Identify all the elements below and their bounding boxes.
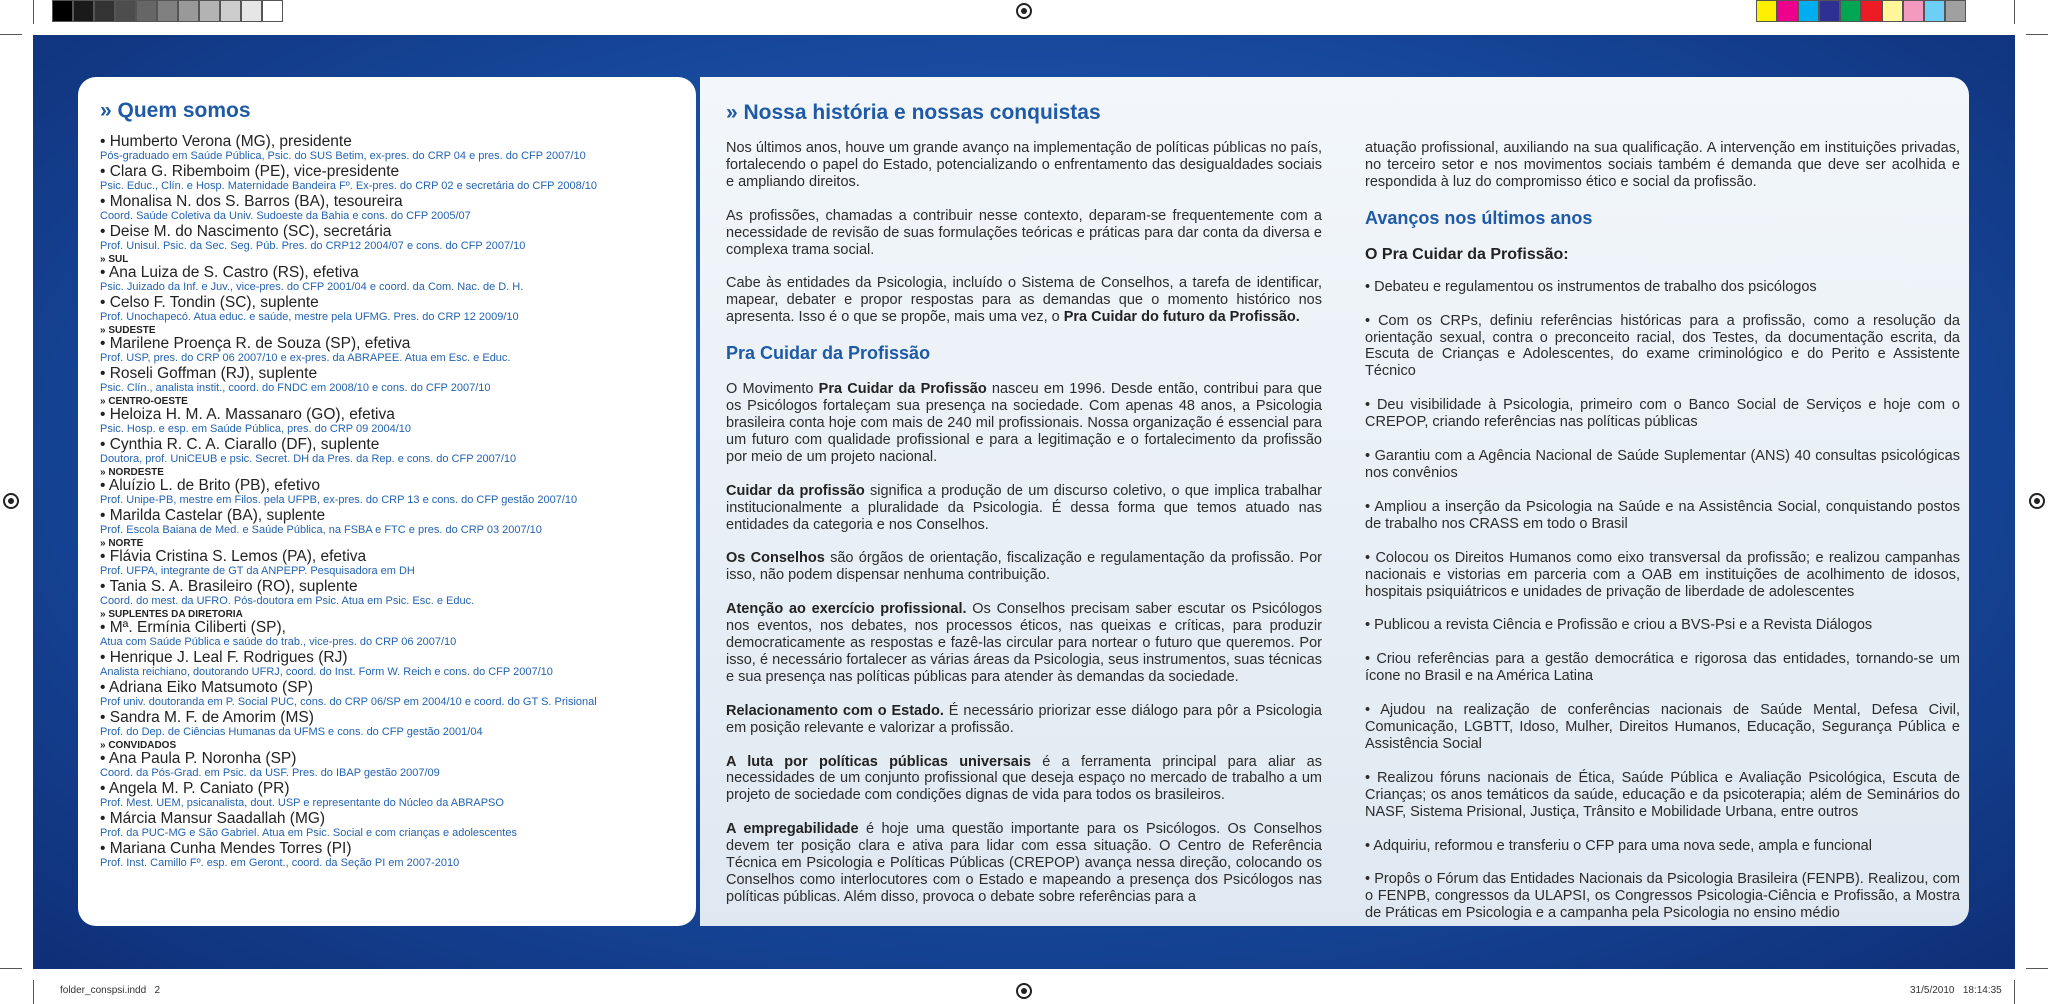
registration-mark-icon — [3, 493, 19, 509]
member-entry — [100, 680, 676, 710]
region-group-label: » CONVIDADOS — [100, 740, 177, 751]
body-paragraph — [726, 208, 1322, 259]
crop-mark — [2026, 968, 2048, 969]
member-name: • Henrique J. Leal F. Rodrigues (RJ) — [100, 649, 348, 666]
member-description: Doutora, prof. UniCEUB e psic. Secret. DH da Pres. da Rep. e cons. do CFP 2007/10 — [100, 453, 517, 465]
member-entry — [100, 194, 676, 224]
body-paragraph — [1365, 550, 1960, 601]
member-description: Prof. Mest. UEM, psicanalista, dout. USP e representante do Núcleo da ABRAPSO — [100, 797, 504, 809]
member-name: • Cynthia R. C. A. Ciarallo (DF), suplente — [100, 436, 380, 453]
member-description: Psic. Hosp. e esp. em Saúde Pública, pres. do CRP 09 2004/10 — [100, 423, 412, 435]
paragraph-text: • Ajudou na realização de conferências nacionais de Saúde Mental, Defesa Civil, Comunicação, LGBTT, Idoso, Mulher, Direitos Humanos, Educação, Segurança Pública e Assistência Social — [1365, 702, 1960, 752]
member-name: • Clara G. Ribemboim (PE), vice-presidente — [100, 163, 400, 180]
historia-title: » Nossa história e nossas conquistas — [726, 101, 1101, 124]
crop-mark — [2014, 980, 2015, 1004]
paragraph-text: nasceu em 1996. Desde então, contribui para que os Psicólogos fortaleçam sua presença na sociedade. Com apenas 48 anos, a Psicologia brasileira conta hoje com mais de 240 mil profissionais. Nossa organização é essencial para um futuro com qualidade profissional e para a legitimação e o fortalecimento da profissão por meio de um projeto nacional. — [726, 381, 1323, 465]
color-swatch — [94, 0, 115, 22]
quem-somos-panel — [78, 77, 696, 926]
paragraph-text: É necessário priorizar esse diálogo para pôr a Psicologia em posição relevante e valorizar a profissão. — [726, 702, 1322, 736]
member-description: Prof. Unipe-PB, mestre em Filos. pela UFPB, ex-pres. do CRP 13 e cons. do CFP gestão 2007/10 — [100, 494, 578, 506]
member-description: Atua com Saúde Pública e saúde do trab., vice-pres. do CRP 06 2007/10 — [100, 636, 457, 648]
region-group-label: » CENTRO-OESTE — [100, 396, 188, 407]
member-name: • Adriana Eiko Matsumoto (SP) — [100, 679, 314, 696]
member-description: Analista reichiano, doutorando UFRJ, coord. do Inst. Form W. Reich e cons. do CFP 2007/10 — [100, 666, 553, 678]
member-entry — [100, 407, 676, 437]
crop-mark — [2014, 0, 2015, 24]
member-description: Prof univ. doutoranda em P. Social PUC, cons. do CRP 06/SP em 2004/10 e coord. do GT S. Prisional — [100, 696, 597, 708]
paragraph-emphasis: Relacionamento com o Estado. — [726, 702, 944, 719]
historia-column-2 — [1365, 140, 1960, 939]
paragraph-text: • Deu visibilidade à Psicologia, primeiro com o Banco Social de Serviços e hoje com o CREPOP, criando referências nas políticas públicas — [1365, 397, 1960, 431]
color-swatch — [1840, 0, 1861, 22]
body-paragraph — [726, 381, 1322, 466]
body-paragraph — [726, 550, 1322, 584]
member-entry — [100, 579, 676, 609]
paragraph-text: • Propôs o Fórum das Entidades Nacionais da Psicologia Brasileira (FENPB). Realizou, com o FENPB, congressos da ULAPSI, os Congressos Psicologia-Ciência e Profissão, a Mostra de Práticas em Psicologia e a campanha pela Psicologia no ensino médio — [1365, 871, 1960, 922]
section-heading: Avanços nos últimos anos — [1365, 207, 1593, 228]
member-entry — [100, 265, 676, 295]
paragraph-text: • Debateu e regulamentou os instrumentos de trabalho dos psicólogos — [1365, 278, 1817, 295]
body-paragraph — [1365, 140, 1960, 191]
registration-mark-icon — [1016, 3, 1032, 19]
paragraph-text: é hoje uma questão importante para os Psicólogos. Os Conselhos devem ter posição clara e ativa para lidar com essa situação. O Centro de Referência Técnica em Psicologia e Políticas Públicas (CREPOP) avança nessa direção, colocando os Conselhos como interlocutores com o Estado e mapeando a presença dos Psicólogos nas políticas públicas. Além disso, provoca o debate sobre referências para a — [726, 821, 1322, 905]
crop-mark — [2026, 34, 2048, 35]
member-entry — [100, 224, 676, 254]
member-entry — [100, 437, 676, 467]
member-entry — [100, 549, 676, 579]
paragraph-text: Os Conselhos precisam saber escutar os Psicólogos nos eventos, nos debates, nos processos éticos, nas queixas e críticas, para produzir democraticamente as respostas e fazê-las circular para nortear o futuro que queremos. Por isso, é necessário fortalecer as várias áreas da Psicologia, seus instrumentos, suas técnicas e sua presença nas políticas públicas para atender às demandas da sociedade. — [726, 601, 1322, 685]
body-paragraph — [1365, 838, 1960, 855]
color-swatch — [1777, 0, 1798, 22]
paragraph-text: • Colocou os Direitos Humanos como eixo transversal da profissão; e realizou campanhas nacionais e vistorias em parceria com a OAB em instituições de acolhimento de idosos, hospitais psiquiátricos e unidades de privação de liberdade de adolescentes — [1365, 549, 1960, 600]
member-description: Prof. Inst. Camillo Fº. esp. em Geront., coord. da Seção PI em 2007-2010 — [100, 857, 460, 869]
paragraph-text: • Garantiu com a Agência Nacional de Saúde Suplementar (ANS) 40 consultas psicológicas nos convênios — [1365, 448, 1960, 481]
body-paragraph — [726, 821, 1322, 906]
paragraph-emphasis: Os Conselhos — [726, 550, 825, 567]
member-entry — [100, 841, 676, 871]
color-swatch — [1903, 0, 1924, 22]
member-entry — [100, 650, 676, 680]
member-name: • Flávia Cristina S. Lemos (PA), efetiva — [100, 548, 367, 565]
footer-timestamp: 31/5/2010 18:14:35 — [1910, 985, 2002, 996]
paragraph-emphasis: A luta por políticas públicas universais — [726, 753, 1031, 770]
member-name: • Deise M. do Nascimento (SC), secretária — [100, 223, 392, 240]
color-swatch — [1756, 0, 1777, 22]
member-description: Psic. Clín., analista instit., coord. do FNDC em 2008/10 e cons. do CFP 2007/10 — [100, 382, 491, 394]
paragraph-text: são órgãos de orientação, fiscalização e regulamentação da profissão. Por isso, não podem dispensar nenhuma contribuição. — [726, 550, 1322, 584]
member-name: • Marilene Proença R. de Souza (SP), efetiva — [100, 335, 411, 352]
member-name: • Celso F. Tondin (SC), suplente — [100, 294, 319, 311]
member-name: • Humberto Verona (MG), presidente — [100, 133, 352, 150]
body-paragraph — [1365, 871, 1960, 922]
member-entry — [100, 336, 676, 366]
color-swatch — [241, 0, 262, 22]
paragraph-text: Cabe às entidades da Psicologia, incluído o Sistema de Conselhos, a tarefa de identificar, mapear, debater e propor respostas para as demandas que o momento histórico nos apresenta. Isso é o que se propõe, mais uma vez, o — [726, 275, 1322, 326]
region-group-label: » SUPLENTES DA DIRETORIA — [100, 609, 243, 620]
body-paragraph — [726, 754, 1322, 805]
grayscale-color-bar — [52, 0, 283, 24]
body-paragraph — [1365, 397, 1960, 431]
member-entry — [100, 710, 676, 740]
member-name: • Angela M. P. Caniato (PR) — [100, 780, 290, 797]
member-description: Coord. da Pós-Grad. em Psic. da USF. Pres. do IBAP gestão 2007/09 — [100, 767, 440, 779]
member-name: • Mª. Ermínia Ciliberti (SP), — [100, 619, 286, 636]
member-name: • Mariana Cunha Mendes Torres (PI) — [100, 840, 352, 857]
member-name: • Roseli Goffman (RJ), suplente — [100, 365, 318, 382]
body-paragraph — [726, 483, 1322, 534]
member-description: Prof. do Dep. de Ciências Humanas da UFMS e cons. do CFP gestão 2001/04 — [100, 726, 483, 738]
historia-column-1 — [726, 140, 1322, 923]
member-name: • Tania S. A. Brasileiro (RO), suplente — [100, 578, 358, 595]
member-description: Psic. Juizado da Inf. e Juv., vice-pres. do CFP 2001/04 e coord. da Com. Nac. de D. H. — [100, 281, 524, 293]
member-entry — [100, 295, 676, 325]
member-description: Coord. Saúde Coletiva da Univ. Sudoeste da Bahia e cons. do CFP 2005/07 — [100, 210, 471, 222]
member-name: • Heloiza H. M. A. Massanaro (GO), efetiva — [100, 406, 395, 423]
color-swatch — [178, 0, 199, 22]
body-paragraph — [726, 703, 1322, 737]
paragraph-text: • Adquiriu, reformou e transferiu o CFP para uma nova sede, ampla e funcional — [1365, 837, 1872, 854]
color-swatch — [1798, 0, 1819, 22]
member-name: • Márcia Mansur Saadallah (MG) — [100, 810, 326, 827]
body-paragraph — [1365, 651, 1960, 685]
quem-somos-title: » Quem somos — [100, 99, 251, 122]
color-swatch — [1882, 0, 1903, 22]
member-description: Prof. USP, pres. do CRP 06 2007/10 e ex-pres. da ABRAPEE. Atua em Esc. e Educ. — [100, 352, 511, 364]
member-entry — [100, 508, 676, 538]
body-paragraph — [1365, 279, 1960, 296]
color-swatch — [157, 0, 178, 22]
body-paragraph — [726, 140, 1322, 191]
color-swatch — [1819, 0, 1840, 22]
body-paragraph — [1365, 313, 1960, 381]
paragraph-text: O Movimento — [726, 381, 819, 398]
color-swatch — [136, 0, 157, 22]
region-group-label: » SUDESTE — [100, 325, 156, 336]
member-description: Prof. Escola Baiana de Med. e Saúde Pública, na FSBA e FTC e pres. do CRP 03 2007/10 — [100, 524, 542, 536]
member-name: • Sandra M. F. de Amorim (MS) — [100, 709, 314, 726]
member-entry — [100, 811, 676, 841]
paragraph-text: é a ferramenta principal para aliar as necessidades de um conjunto profissional que deseja espaço no mercado de trabalho a um projeto de sociedade com condições dignas de vida para todos os brasileiros. — [726, 753, 1322, 804]
member-name: • Aluízio L. de Brito (PB), efetivo — [100, 477, 320, 494]
body-paragraph — [1365, 499, 1960, 533]
member-description: Coord. do mest. da UFRO. Pós-doutora em Psic. Atua em Psic. Esc. e Educ. — [100, 595, 475, 607]
paragraph-text: atuação profissional, auxiliando na sua qualificação. A intervenção em instituições privadas, no terceiro setor e nos movimentos sociais também é demanda que deve ser acolhida e respondida à luz do compromisso ético e social da profissão. — [1365, 140, 1960, 190]
body-paragraph — [1365, 770, 1960, 821]
paragraph-text: • Criou referências para a gestão democrática e rigorosa das entidades, tornando-se um ícone no Brasil e na América Latina — [1365, 651, 1960, 685]
region-group-label: » SUL — [100, 254, 129, 265]
member-description: Pós-graduado em Saúde Pública, Psic. do SUS Betim, ex-pres. do CRP 04 e pres. do CFP 2007/10 — [100, 150, 586, 162]
member-name: • Ana Luiza de S. Castro (RS), efetiva — [100, 264, 359, 281]
member-name: • Monalisa N. dos S. Barros (BA), tesoureira — [100, 193, 403, 210]
body-paragraph — [1365, 448, 1960, 482]
color-swatch — [199, 0, 220, 22]
section-heading: Pra Cuidar da Profissão — [726, 343, 931, 364]
member-entry — [100, 164, 676, 194]
member-description: Prof. Unisul. Psic. da Sec. Seg. Púb. Pres. do CRP12 2004/07 e cons. do CFP 2007/10 — [100, 240, 526, 252]
paragraph-text: • Ampliou a inserção da Psicologia na Saúde e na Assistência Social, conquistando postos de trabalho nos CRASS em todo o Brasil — [1365, 498, 1960, 532]
paragraph-emphasis: Cuidar da profissão — [726, 482, 865, 499]
region-group-label: » NORDESTE — [100, 467, 164, 478]
crop-mark — [0, 968, 22, 969]
paragraph-text: significa a produção de um discurso coletivo, o que implica trabalhar institucionalmente a pluralidade da Psicologia. É dessa forma que temos atuado nas entidades da categoria e nos Conselhos. — [726, 482, 1322, 533]
member-entry — [100, 478, 676, 508]
region-group-label: » NORTE — [100, 538, 144, 549]
color-swatch — [1861, 0, 1882, 22]
member-name: • Ana Paula P. Noronha (SP) — [100, 750, 297, 767]
body-paragraph — [726, 601, 1322, 686]
paragraph-emphasis: Pra Cuidar da Profissão — [818, 381, 987, 398]
crop-mark — [33, 0, 34, 24]
footer-filename: folder_conspsi.indd 2 — [60, 985, 161, 996]
member-entry — [100, 134, 676, 164]
color-swatch — [52, 0, 73, 22]
member-entry — [100, 751, 676, 781]
member-name: • Marilda Castelar (BA), suplente — [100, 507, 326, 524]
member-entry — [100, 366, 676, 396]
member-description: Prof. Unochapecó. Atua educ. e saúde, mestre pela UFMG. Pres. do CRP 12 2009/10 — [100, 311, 519, 323]
member-description: Psic. Educ., Clín. e Hosp. Maternidade Bandeira Fº. Ex-pres. do CRP 02 e secretária do CFP 2008/10 — [100, 180, 598, 192]
body-paragraph — [1365, 617, 1960, 634]
registration-mark-icon — [1016, 983, 1032, 999]
process-color-bar — [1756, 0, 1966, 24]
paragraph-emphasis: A empregabilidade — [726, 821, 859, 838]
body-paragraph — [1365, 702, 1960, 753]
member-entry — [100, 620, 676, 650]
paragraph-text: • Realizou fóruns nacionais de Ética, Saúde Pública e Avaliação Psicológica, Escuta de Crianças; os anos temáticos da saúde, educação e da psicoterapia; além de Seminários do NASF, Sistema Prisional, Justiça, Trânsito e Mobilidade Urbana, entre outros — [1365, 769, 1960, 820]
historia-panel — [700, 77, 1969, 926]
paragraph-text: • Publicou a revista Ciência e Profissão e criou a BVS-Psi e a Revista Diálogos — [1365, 617, 1873, 634]
color-swatch — [115, 0, 136, 22]
paragraph-text: • Com os CRPs, definiu referências históricas para a profissão, como a resolução da orientação sexual, contra o preconceito racial, dos Testes, da documentação escrita, da Escuta de Crianças e Adolescentes, do exame criminológico e do Perito e Assistente Técnico — [1365, 312, 1960, 380]
color-swatch — [262, 0, 283, 22]
member-entry — [100, 781, 676, 811]
registration-mark-icon — [2029, 493, 2045, 509]
paragraph-emphasis: Atenção ao exercício profissional. — [726, 601, 967, 618]
crop-mark — [33, 980, 34, 1004]
crop-mark — [0, 34, 22, 35]
members-list — [100, 134, 676, 871]
section-subheading: O Pra Cuidar da Profissão: — [1365, 245, 1569, 263]
paragraph-emphasis: Pra Cuidar do futuro da Profissão. — [1063, 309, 1300, 326]
paragraph-text: As profissões, chamadas a contribuir nesse contexto, deparam-se frequentemente com a necessidade de revisão de suas formulações teóricas e práticas para dar conta da diversa e complexa trama social. — [726, 207, 1322, 258]
body-paragraph — [726, 275, 1322, 326]
member-description: Prof. da PUC-MG e São Gabriel. Atua em Psic. Social e com crianças e adolescentes — [100, 827, 517, 839]
color-swatch — [1924, 0, 1945, 22]
color-swatch — [73, 0, 94, 22]
paragraph-text: Nos últimos anos, houve um grande avanço na implementação de políticas públicas no país, fortalecendo o papel do Estado, potencializando o enfrentamento das desigualdades sociais e ampliando direitos. — [726, 140, 1322, 190]
member-description: Prof. UFPA, integrante de GT da ANPEPP. Pesquisadora em DH — [100, 565, 415, 577]
color-swatch — [1945, 0, 1966, 22]
color-swatch — [220, 0, 241, 22]
